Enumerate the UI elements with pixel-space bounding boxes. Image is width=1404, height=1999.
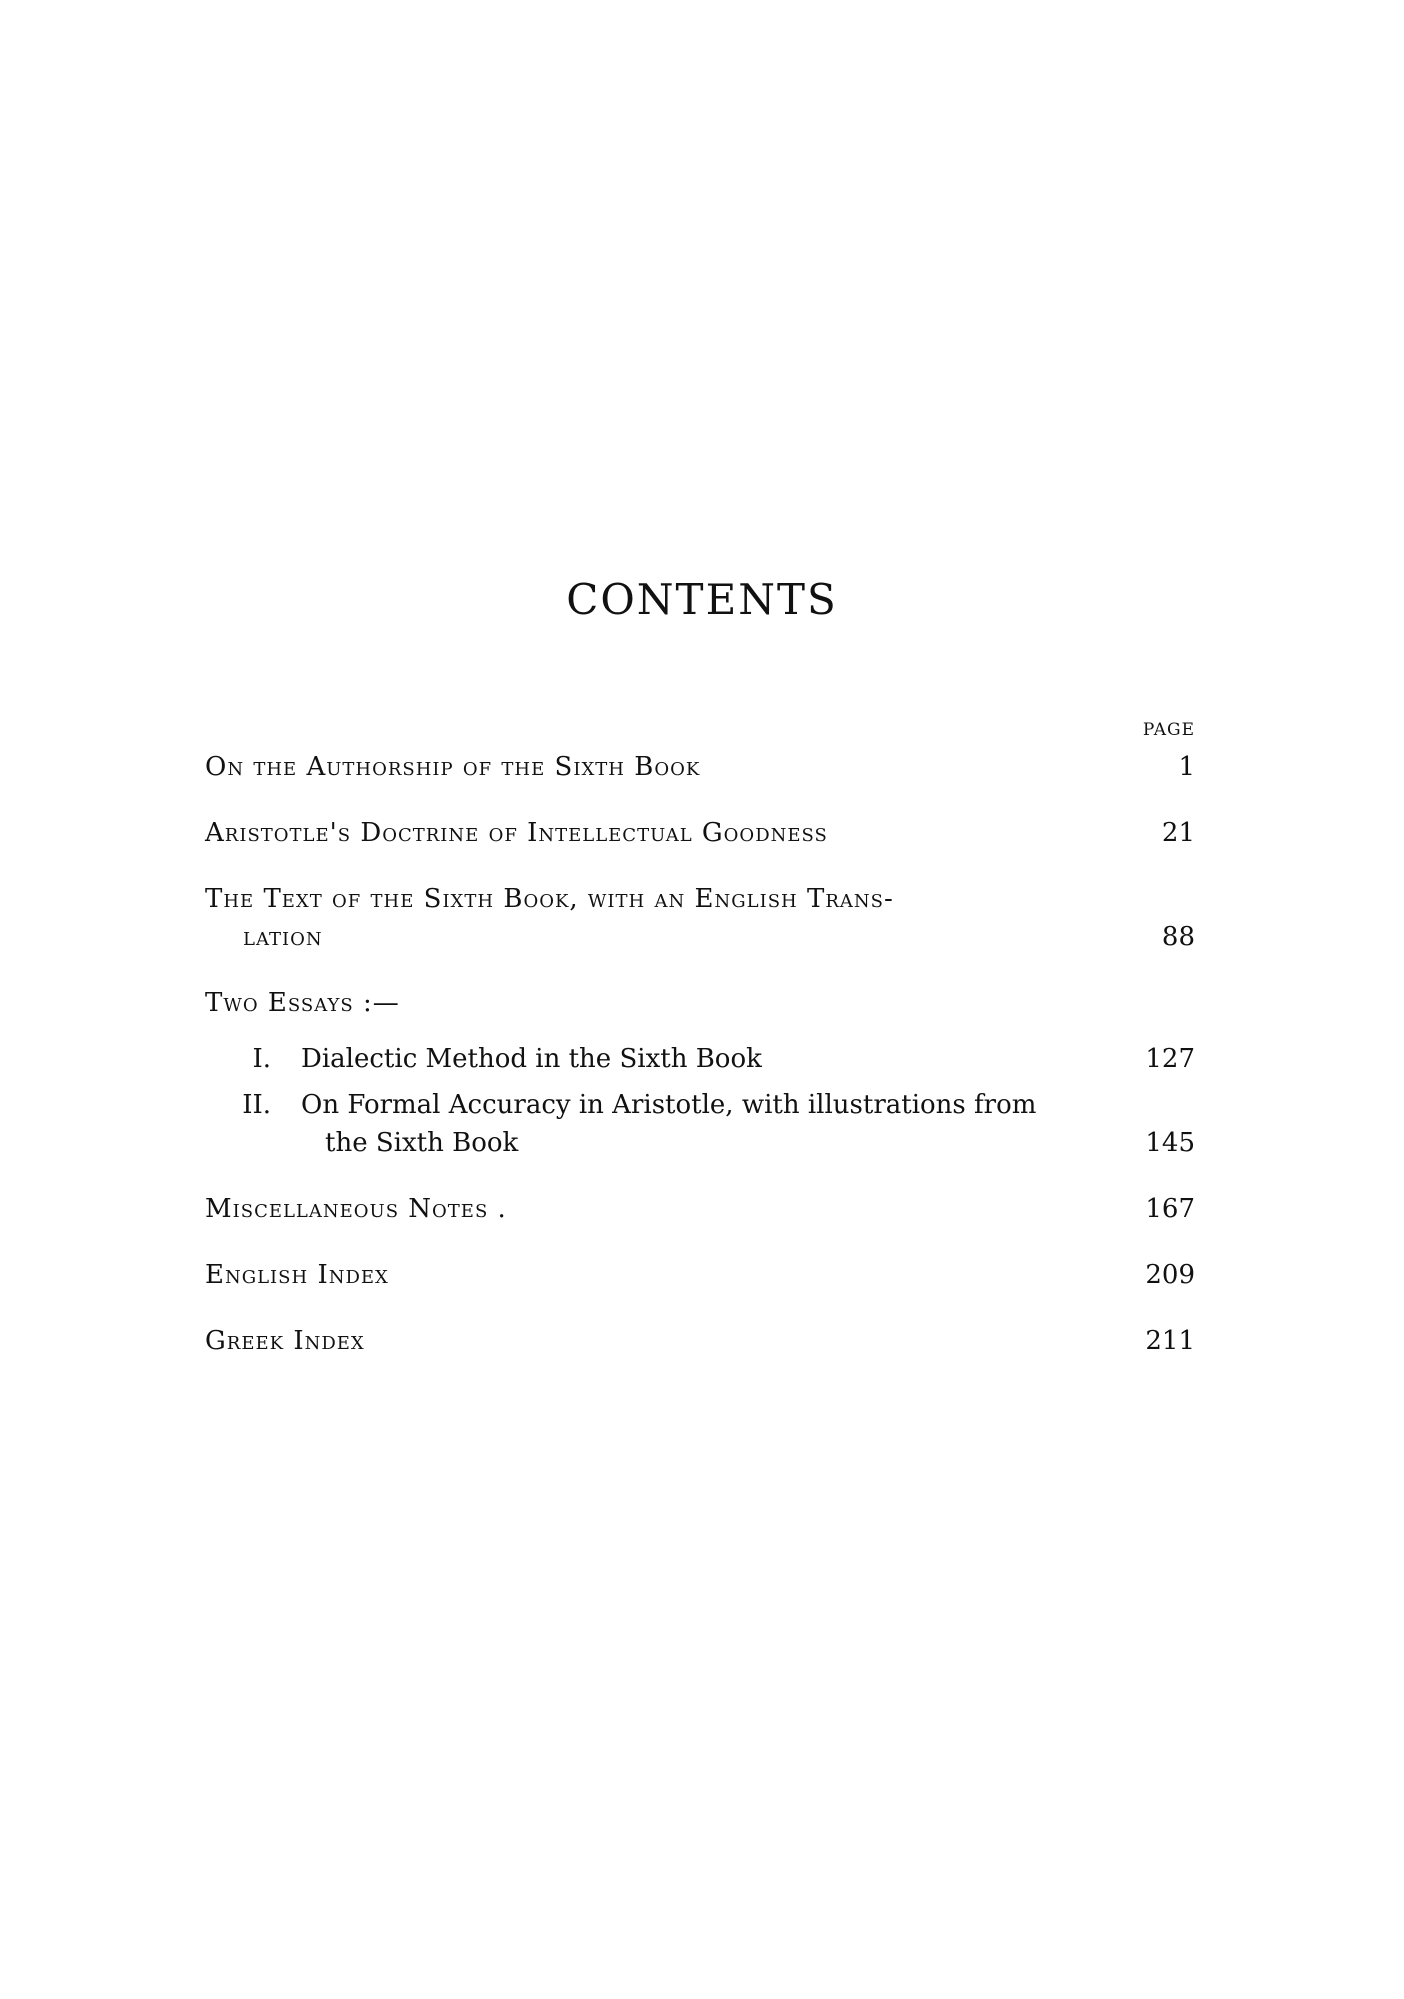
toc-subentry-page: 145: [1145, 1128, 1195, 1158]
toc-entry-label: Greek Index: [205, 1326, 365, 1356]
toc-entry-two-essays: [205, 984, 1195, 1022]
toc-entry-label: Miscellaneous Notes .: [205, 1194, 507, 1224]
toc-subentry-label: [271, 1086, 1115, 1162]
table-of-contents: [205, 720, 1195, 1360]
toc-subentry-label: Dialectic Method in the Sixth Book: [301, 1044, 762, 1074]
toc-entry-page: 209: [1145, 1260, 1195, 1290]
toc-entry-doctrine: [205, 814, 1195, 852]
toc-entry-label: Aristotle's Doctrine of Intellectual Goodness: [205, 818, 828, 848]
toc-subentry-page: 127: [1145, 1044, 1195, 1074]
toc-entry-label-line1: The Text of the Sixth Book, with an English Trans-: [205, 884, 894, 914]
toc-subentry-label-line1: On Formal Accuracy in Aristotle, with illustrations from: [301, 1090, 1037, 1120]
toc-entry-authorship: [205, 748, 1195, 786]
page-title: CONTENTS: [566, 575, 838, 624]
toc-entry-page: 211: [1145, 1326, 1195, 1356]
toc-entry-label: Two Essays :—: [205, 988, 400, 1018]
toc-entry-label: On the Authorship of the Sixth Book: [205, 752, 701, 782]
toc-subentry-numeral: I.: [252, 1044, 271, 1074]
toc-subentry-formal-accuracy: [205, 1086, 1195, 1162]
toc-entry-misc-notes: [205, 1190, 1195, 1228]
toc-subentry-label-line2: the Sixth Book: [325, 1128, 519, 1158]
toc-entry-label-line2: lation: [243, 922, 323, 952]
toc-entry-text-translation: [205, 880, 1195, 956]
toc-entry-page: 167: [1145, 1194, 1195, 1224]
toc-subentry-dialectic: [205, 1040, 1195, 1078]
toc-subentry-numeral: II.: [242, 1090, 271, 1120]
page-column-header: PAGE: [1142, 720, 1195, 740]
toc-entry-page: 21: [1161, 818, 1195, 848]
toc-entry-label: [205, 880, 1105, 956]
toc-entry-greek-index: [205, 1322, 1195, 1360]
toc-entry-page: 1: [1178, 752, 1195, 782]
toc-entry-page: 88: [1161, 922, 1195, 952]
toc-entry-label: English Index: [205, 1260, 389, 1290]
toc-entry-english-index: [205, 1256, 1195, 1294]
